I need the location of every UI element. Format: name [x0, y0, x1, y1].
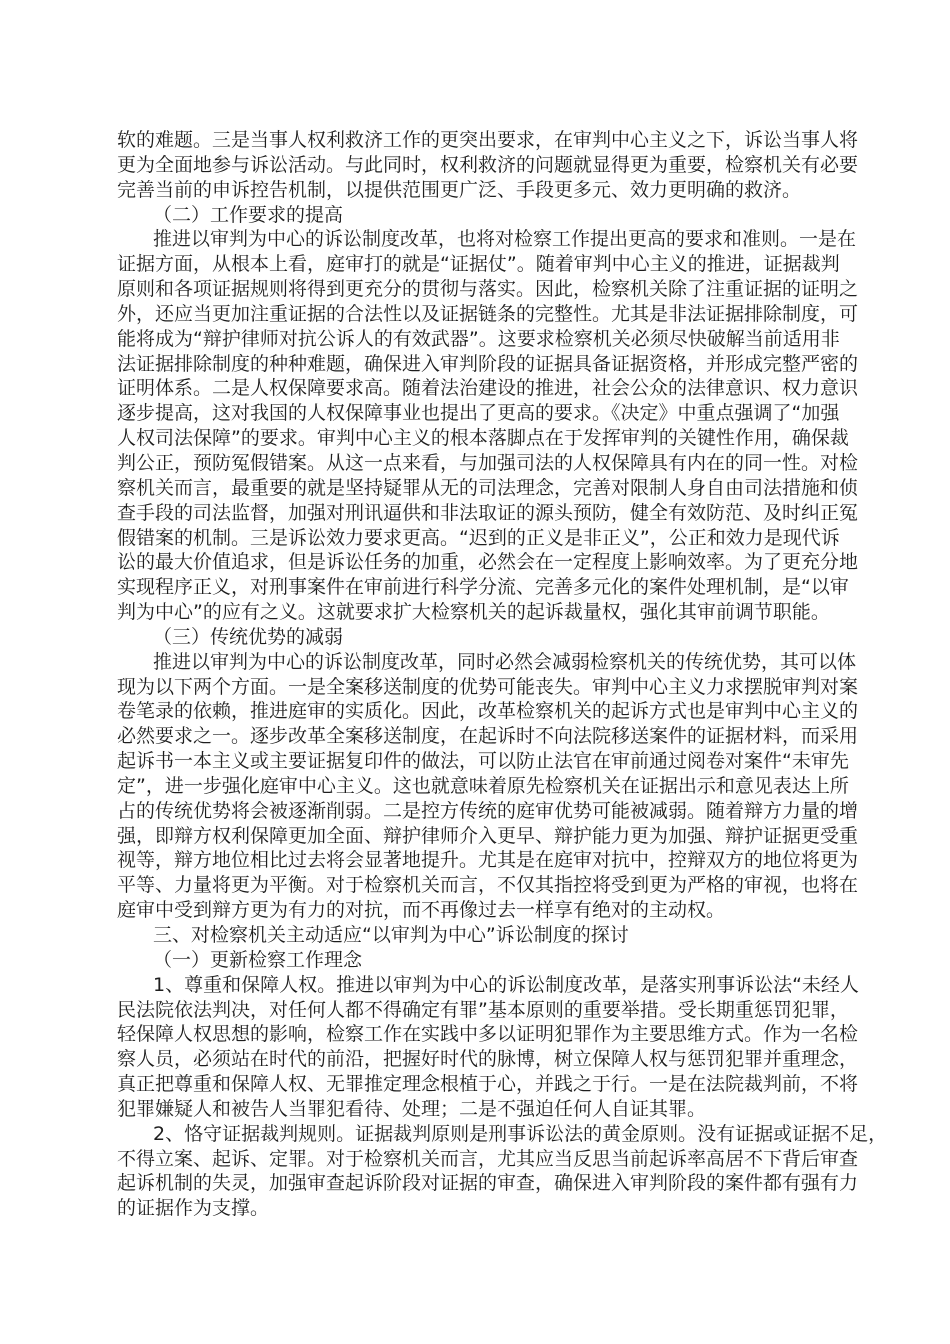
text-line: 外，还应当更加注重证据的合法性以及证据链条的完整性。尤其是非法证据排除制度，可: [117, 302, 859, 325]
text-line: 察人员，必须站在时代的前沿，把握好时代的脉博，树立保障人权与惩罚犯罪并重理念，: [117, 1048, 859, 1071]
text-line: 真正把尊重和保障人权、无罪推定理念根植于心，并践之于行。一是在法院裁判前，不将: [117, 1073, 859, 1096]
text-line: 推进以审判为中心的诉讼制度改革，也将对检察工作提出更高的要求和准则。一是在: [153, 228, 857, 251]
text-line: （二）工作要求的提高: [153, 203, 344, 226]
section-heading: [117, 625, 829, 650]
text-line: 完善当前的申诉控告机制，以提供范围更广泛、手段更多元、效力更明确的救济。: [117, 178, 802, 201]
text-line: 人权司法保障”的要求。审判中心主义的根本落脚点在于发挥审判的关键性作用，确保裁: [117, 427, 849, 450]
text-line: 定”，进一步强化庭审中心主义。这也就意味着原先检察机关在证据出示和意见表达上所: [117, 774, 849, 797]
text-line: 软的难题。三是当事人权利救济工作的更突出要求，在审判中心主义之下，诉讼当事人将: [117, 129, 859, 151]
body-paragraph: [117, 973, 859, 1122]
text-line: 能将成为“辩护律师对抗公诉人的有效武器”。这要求检察机关必须尽快破解当前适用非: [117, 327, 840, 350]
text-line: 强，即辩方权利保障更加全面、辩护律师介入更早、辩护能力更为加强、辩护证据更受重: [117, 824, 859, 847]
text-line: 逐步提高，这对我国的人权保障事业也提出了更高的要求。《决定》中重点强调了“加强: [117, 402, 840, 425]
text-line: 占的传统优势将会被逐渐削弱。二是控方传统的庭审优势可能被减弱。随着辩方力量的增: [117, 799, 859, 822]
text-line: 更为全面地参与诉讼活动。与此同时，权利救济的问题就显得更为重要，检察机关有必要: [117, 153, 859, 176]
text-line: 现为以下两个方面。一是全案移送制度的优势可能丧失。审判中心主义力求摆脱审判对案: [117, 675, 859, 698]
body-paragraph: [117, 227, 859, 625]
text-line: 推进以审判为中心的诉讼制度改革，同时必然会减弱检察机关的传统优势，其可以体: [153, 650, 857, 673]
text-line: （一）更新检察工作理念: [153, 948, 363, 971]
text-line: 原则和各项证据规则将得到更充分的贯彻与落实。因此，检察机关除了注重证据的证明之: [117, 278, 859, 301]
text-line: （三）传统优势的减弱: [153, 625, 344, 648]
text-line: 实现程序正义，对刑事案件在审前进行科学分流、完善多元化的案件处理机制，是“以审: [117, 576, 849, 599]
section-heading: [117, 203, 829, 228]
body-paragraph: [117, 1122, 888, 1221]
text-line: 轻保障人权思想的影响，检察工作在实践中多以证明犯罪作为主要思维方式。作为一名检: [117, 1023, 859, 1046]
text-line: 假错案的机制。三是诉讼效力要求更高。“迟到的正义是非正义”，公正和效力是现代诉: [117, 526, 840, 549]
text-line: 起诉机制的失灵，加强审查起诉阶段对证据的审查，确保进入审判阶段的案件都有强有力: [117, 1172, 859, 1195]
section-heading: [117, 948, 829, 973]
text-line: 平等、力量将更为平衡。对于检察机关而言，不仅其指控将受到更为严格的审视，也将在: [117, 874, 859, 897]
text-line: 卷笔录的依赖，推进庭审的实质化。因此，改革检察机关的起诉方式也是审判中心主义的: [117, 700, 859, 723]
body-paragraph: [117, 650, 859, 923]
text-line: 证明体系。二是人权保障要求高。随着法治建设的推进，社会公众的法律意识、权力意识: [117, 377, 859, 400]
text-line: 判为中心”的应有之义。这就要求扩大检察机关的起诉裁量权，强化其审前调节职能。: [117, 601, 830, 624]
text-line: 判公正，预防冤假错案。从这一点来看，与加强司法的人权保障具有内在的同一性。对检: [117, 451, 859, 474]
text-line: 查手段的司法监督，加强对刑讯逼供和非法取证的源头预防，健全有效防范、及时纠正冤: [117, 501, 859, 524]
text-line: 视等，辩方地位相比过去将会显著地提升。尤其是在庭审对抗中，控辩双方的地位将更为: [117, 849, 859, 872]
text-line: 必然要求之一。逐步改革全案移送制度，在起诉时不向法院移送案件的证据材料，而采用: [117, 725, 859, 748]
text-line: 三、对检察机关主动适应“以审判为中心”诉讼制度的探讨: [153, 924, 629, 946]
text-line: 讼的最大价值追求，但是诉讼任务的加重，必然会在一定程度上影响效率。为了更充分地: [117, 551, 859, 574]
text-line: 察机关而言，最重要的就是坚持疑罪从无的司法理念，完善对限制人身自由司法措施和侦: [117, 476, 859, 499]
text-line: 庭审中受到辩方更为有力的对抗，而不再像过去一样享有绝对的主动权。: [117, 899, 726, 922]
text-line: 2、恪守证据裁判规则。证据裁判原则是刑事诉讼法的黄金原则。没有证据或证据不足，: [153, 1122, 888, 1145]
text-line: 不得立案、起诉、定罪。对于检察机关而言，尤其应当反思当前起诉率高居不下背后审查: [117, 1147, 859, 1170]
text-line: 犯罪嫌疑人和被告人当罪犯看待、处理；二是不强迫任何人自证其罪。: [117, 1097, 707, 1120]
text-line: 起诉书一本主义或主要证据复印件的做法，可以防止法官在审前通过阅卷对案件“未审先: [117, 750, 849, 773]
text-line: 法证据排除制度的种种难题，确保进入审判阶段的证据具备证据资格，并形成完整严密的: [117, 352, 859, 375]
body-paragraph: [117, 128, 859, 203]
text-line: 民法院依法判决，对任何人都不得确定有罪”基本原则的重要举措。受长期重惩罚犯罪，: [117, 998, 849, 1021]
text-line: 的证据作为支撑。: [117, 1197, 270, 1220]
text-line: 证据方面，从根本上看，庭审打的就是“证据仗”。随着审判中心主义的推进，证据裁判: [117, 253, 840, 276]
section-heading: [117, 923, 829, 948]
document-page: [117, 128, 888, 1221]
text-line: 1、尊重和保障人权。推进以审判为中心的诉讼制度改革，是落实刑事诉讼法“未经人: [153, 973, 859, 996]
